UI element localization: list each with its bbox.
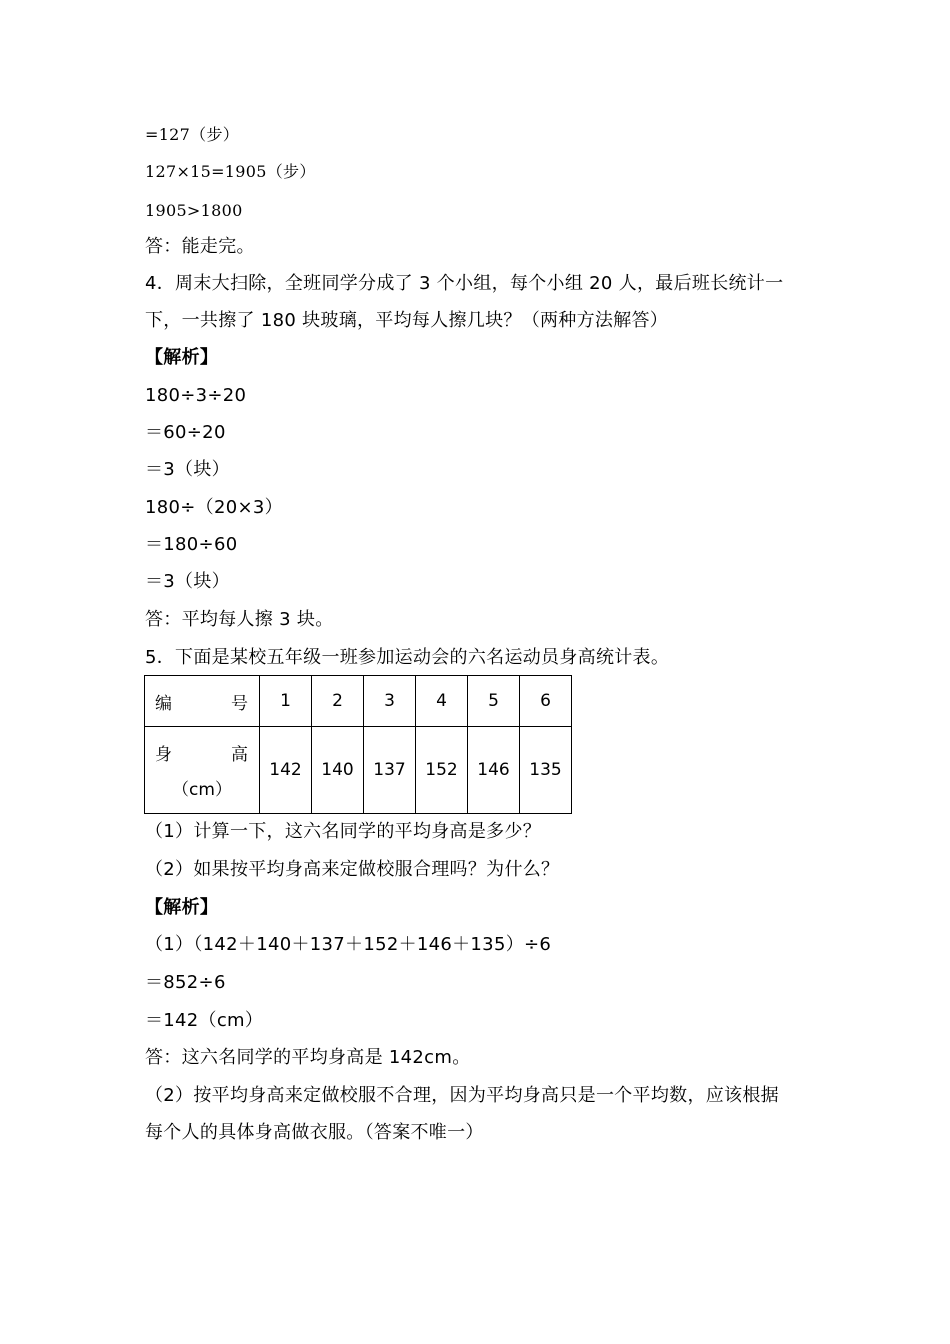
table-cell: 146 <box>468 727 520 814</box>
calc-line: ＝60÷20 <box>145 422 226 443</box>
table-cell: 142 <box>260 727 312 814</box>
calc-line: 180÷3÷20 <box>145 385 247 406</box>
answer-line: 答：这六名同学的平均身高是 142cm。 <box>145 1047 471 1068</box>
question-4-line-1: 4．周末大扫除，全班同学分成了 3 个小组，每个小组 20 人，最后班长统计一 <box>145 273 784 294</box>
answer-line: 每个人的具体身高做衣服。（答案不唯一） <box>145 1122 484 1143</box>
row-header-height <box>145 727 260 814</box>
question-4-line-2: 下，一共擦了 180 块玻璃，平均每人擦几块？（两种方法解答） <box>145 310 669 331</box>
answer-line: 答：能走完。 <box>145 236 255 257</box>
analysis-heading: 【解析】 <box>145 897 219 918</box>
calc-line: ＝180÷60 <box>145 534 238 555</box>
table-row <box>145 676 572 727</box>
answer-line: （2）按平均身高来定做校服不合理，因为平均身高只是一个平均数，应该根据 <box>145 1085 779 1106</box>
header-char: 身 <box>155 745 172 765</box>
calc-line: ＝852÷6 <box>145 972 226 993</box>
calc-line: ＝3（块） <box>145 459 230 480</box>
calc-line: 1905>1800 <box>145 201 243 220</box>
calc-line: ＝142（cm） <box>145 1010 264 1031</box>
header-char: 编 <box>155 693 172 714</box>
sub-question-1: （1）计算一下，这六名同学的平均身高是多少？ <box>145 821 542 842</box>
height-stats-table <box>144 675 572 814</box>
calc-line: =127（步） <box>145 125 240 144</box>
table-cell: 135 <box>520 727 572 814</box>
table-row <box>145 727 572 814</box>
analysis-heading: 【解析】 <box>145 347 219 368</box>
table-cell: 4 <box>416 676 468 727</box>
answer-line: 答：平均每人擦 3 块。 <box>145 609 334 630</box>
calc-line: （1）（142＋140＋137＋152＋146＋135）÷6 <box>145 934 552 955</box>
table-cell: 3 <box>364 676 416 727</box>
header-char: 号 <box>231 693 248 714</box>
sub-question-2: （2）如果按平均身高来定做校服合理吗？为什么？ <box>145 859 560 880</box>
calc-line: ＝3（块） <box>145 571 230 592</box>
table-cell: 6 <box>520 676 572 727</box>
table-cell: 140 <box>312 727 364 814</box>
table-cell: 1 <box>260 676 312 727</box>
table-cell: 137 <box>364 727 416 814</box>
table-cell: 2 <box>312 676 364 727</box>
calc-line: 180÷（20×3） <box>145 497 283 518</box>
table-cell: 152 <box>416 727 468 814</box>
question-5-line: 5．下面是某校五年级一班参加运动会的六名运动员身高统计表。 <box>145 647 670 668</box>
calc-line: 127×15=1905（步） <box>145 162 316 181</box>
header-char: 高 <box>231 745 248 765</box>
row-header-number <box>145 676 260 727</box>
unit-label: （cm） <box>172 780 232 800</box>
table-cell: 5 <box>468 676 520 727</box>
